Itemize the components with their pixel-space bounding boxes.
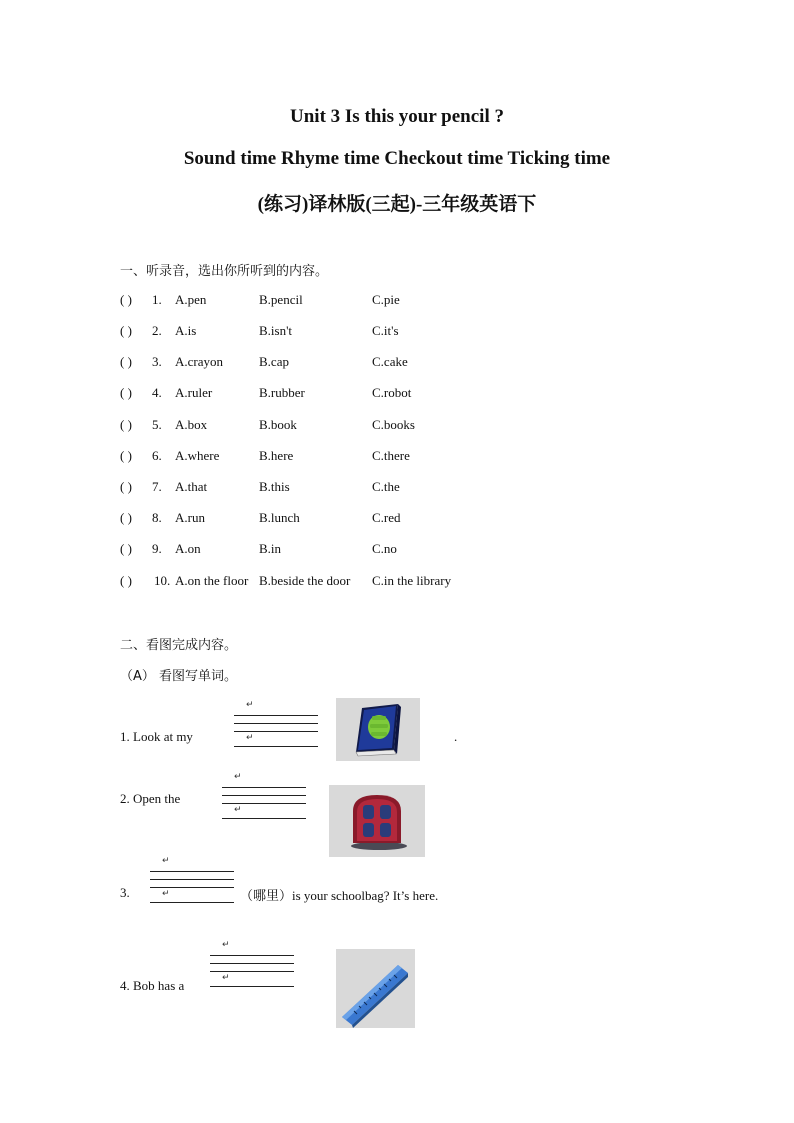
- question-1-text: 1. Look at my: [120, 729, 193, 744]
- option-b: B.here: [259, 448, 294, 463]
- option-b: B.rubber: [259, 385, 305, 400]
- writing-lines: [222, 772, 306, 820]
- option-c: C.the: [372, 479, 400, 494]
- option-c: C.pie: [372, 292, 400, 307]
- option-a: A.run: [175, 510, 205, 525]
- option-a: A.on the floor: [175, 573, 249, 588]
- item-number: 5.: [152, 417, 162, 432]
- answer-blank: ( ): [120, 541, 132, 556]
- return-mark: ↵: [234, 805, 242, 815]
- option-b: B.this: [259, 479, 290, 494]
- answer-blank: ( ): [120, 417, 132, 432]
- item-number: 1.: [152, 292, 162, 307]
- option-c: C.no: [372, 541, 397, 556]
- writing-lines: [150, 856, 234, 904]
- window-picture: [329, 785, 425, 857]
- answer-blank: ( ): [120, 385, 132, 400]
- option-a: A.is: [175, 323, 197, 338]
- answer-blank: ( ): [120, 573, 132, 588]
- option-c: C.in the library: [372, 573, 452, 588]
- answer-blank: ( ): [120, 479, 132, 494]
- answer-blank: ( ): [120, 510, 132, 525]
- item-number: 6.: [152, 448, 162, 463]
- option-b: B.in: [259, 541, 282, 556]
- item-number: 4.: [152, 385, 162, 400]
- section-2a-heading: （A） 看图写单词。: [120, 669, 238, 684]
- answer-blank: ( ): [120, 354, 132, 369]
- question-1-period: .: [454, 729, 458, 744]
- item-number: 7.: [152, 479, 162, 494]
- question-4-text: 4. Bob has a: [120, 978, 185, 993]
- return-mark: ↵: [222, 973, 230, 983]
- answer-blank: ( ): [120, 323, 132, 338]
- option-c: C.books: [372, 417, 415, 432]
- option-a: A.on: [175, 541, 201, 556]
- return-mark: ↵: [234, 772, 242, 782]
- return-mark: ↵: [222, 940, 230, 950]
- option-b: B.beside the door: [259, 573, 351, 588]
- option-b: B.isn't: [259, 323, 293, 338]
- section-1-heading: 一、听录音，选出你所听到的内容。: [120, 264, 329, 279]
- section-2-heading: 二、看图完成内容。: [120, 638, 238, 653]
- return-mark: ↵: [246, 733, 254, 743]
- ruler-picture: [336, 949, 415, 1028]
- writing-lines: [210, 940, 294, 988]
- option-a: A.ruler: [175, 385, 213, 400]
- option-b: B.pencil: [259, 292, 303, 307]
- worksheet-subtitle: Sound time Rhyme time Checkout time Ticking time: [183, 148, 611, 169]
- question-2-text: 2. Open the: [120, 791, 181, 806]
- item-number: 9.: [152, 541, 162, 556]
- option-a: A.that: [175, 479, 208, 494]
- option-b: B.book: [259, 417, 297, 432]
- option-c: C.cake: [372, 354, 408, 369]
- option-a: A.pen: [175, 292, 207, 307]
- writing-lines: [234, 700, 318, 748]
- option-a: A.where: [175, 448, 220, 463]
- item-number: 8.: [152, 510, 162, 525]
- option-a: A.crayon: [175, 354, 224, 369]
- option-b: B.cap: [259, 354, 289, 369]
- worksheet-edition: (练习)译林版(三起)-三年级英语下: [257, 194, 537, 215]
- return-mark: ↵: [246, 700, 254, 710]
- option-c: C.there: [372, 448, 410, 463]
- option-b: B.lunch: [259, 510, 300, 525]
- question-3-number: 3.: [120, 885, 130, 900]
- worksheet-title: Unit 3 Is this your pencil ?: [290, 106, 504, 127]
- item-number: 2.: [152, 323, 162, 338]
- book-picture: [336, 698, 420, 761]
- item-number: 10.: [154, 573, 171, 588]
- return-mark: ↵: [162, 856, 170, 866]
- answer-blank: ( ): [120, 448, 132, 463]
- option-c: C.it's: [372, 323, 399, 338]
- option-a: A.box: [175, 417, 208, 432]
- option-c: C.red: [372, 510, 401, 525]
- return-mark: ↵: [162, 889, 170, 899]
- option-c: C.robot: [372, 385, 412, 400]
- question-3-text: （哪里）is your schoolbag? It’s here.: [240, 888, 439, 903]
- item-number: 3.: [152, 354, 162, 369]
- answer-blank: ( ): [120, 292, 132, 307]
